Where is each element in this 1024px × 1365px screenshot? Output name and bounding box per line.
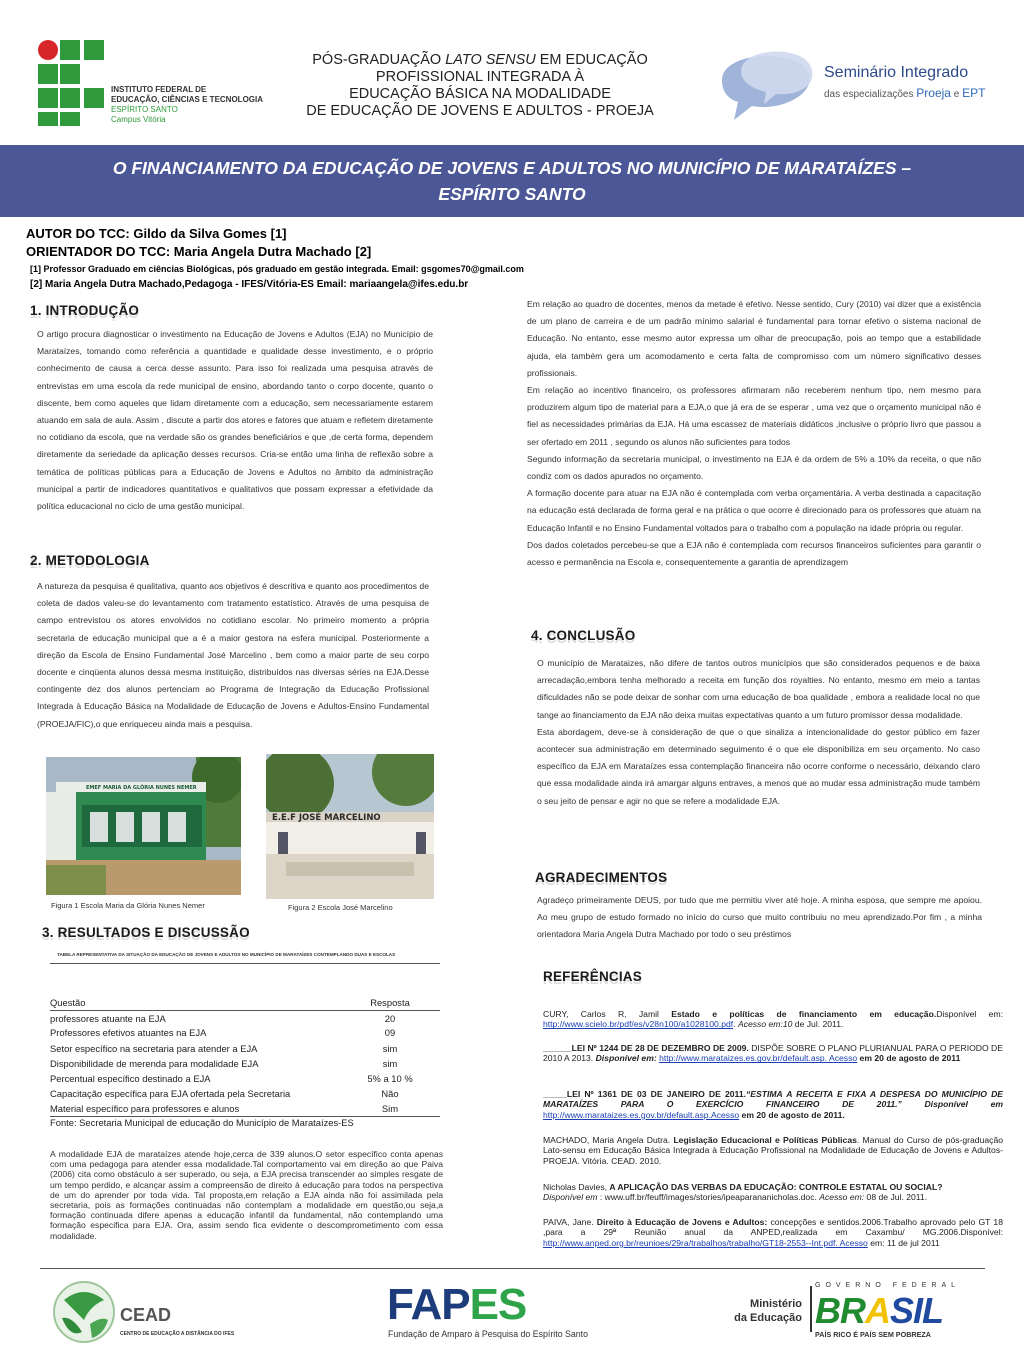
table-row: Setor específico na secretaria para atender a EJA sim [50,1042,398,1054]
table-header-row [50,995,440,1010]
reference-2: ______LEI Nº 1244 DE 28 DE DEZEMBRO DE 2009. DISPÕE SOBRE O PLANO PLURIANUAL PARA O PERIODO DE 2010 A 2013. Disponível em: http://www.marataizes.es.gov.br/default.asp. Acesso em 20 de agosto de 2011 [543,1043,1003,1064]
advisor-note: [2] Maria Angela Dutra Machado,Pedagoga - IFES/Vitória-ES Email: mariaangela@ifes.edu.br [30,279,469,290]
conclusion-heading: 4. CONCLUSÃO [531,628,636,643]
col-answer: Resposta [340,995,440,1010]
figure-2-photo [266,754,434,899]
table-row: Professores efetivos atuantes na EJA 09 [50,1027,396,1039]
institute-name: INSTITUTO FEDERAL DE EDUCAÇÃO, CIÊNCIAS E TECNOLOGIA ESPÍRITO SANTO Campus Vitória [111,85,264,124]
reference-4: MACHADO, Maria Angela Dutra. Legislação Educacional e Políticas Públicas. Manual do Curso de pós-graduação Lato-sensu em Educação Básica Integrada à Educação Profissional na Modalidade de Educação de Jovens e Adultos-PROEJA. Vitória. CEAD. 2010. [543,1135,1004,1166]
reference-1: CURY, Carlos R, Jamil Estado e políticas de financiamento em educação.Disponível em: http://www.scielo.br/pdf/es/v28n100/a1028100.pdf. Acesso em:10 de Jul. 2011. [543,1009,1003,1030]
advisor: ORIENTADOR DO TCC: Maria Angela Dutra Machado [2] [26,244,372,259]
method-heading: 2. METODOLOGIA [30,553,150,568]
results-text: A modalidade EJA de marataízes atende hoje,cerca de 339 alunos.O setor específico conta apenas com uma pedagoga para atender essa modalidade.Tal comportamento vai em direção ao que Paiva (2006) cita como obstáculo a ser superado, ou seja, a EJA precisa transcender ao simples resgate de um tempo perdido, e alcançar assim a compreensão de direito à educação para todos na perspectiva de um do aprender por toda vida. Tal proposta,em relação a EJA ainda não foi assimilada pela secretaria, pois as formações continuadas não contemplam a modalidade em questão,ou seja,a formação continuada difere apenas a educação infantil da fundamental, não contemplando uma formação especifica para EJA. Ora, assim sendo fica evidente o descomprometimento com essa modalidade. [50,1149,443,1241]
figure-1-caption: Figura 1 Escola Maria da Glória Nunes Nemer [51,901,205,910]
governo-federal-label: GOVERNO FEDERAL [815,1282,961,1289]
table-row: Disponibilidade de merenda para modalidade EJA sim [50,1057,398,1069]
brasil-slogan: PAÍS RICO É PAÍS SEM POBREZA [815,1330,931,1339]
footer-rule [40,1268,985,1269]
table-top-rule [50,963,440,964]
col-question: Questão [50,995,340,1010]
results-table [50,995,440,1117]
fapes-logo: FAPES [387,1280,527,1329]
table-row: Capacitação específica para EJA ofertada pela Secretaria Não [50,1088,399,1100]
cead-globe-icon [52,1280,116,1344]
seminario-logo: Seminário Integrado das especializações Proeja e EPT [712,40,1002,130]
fapes-subtitle: Fundação de Amparo à Pesquisa do Espírito Santo [388,1329,589,1339]
thanks-text: Agradeço primeiramente DEUS, por tudo que me permitiu viver até hoje. A minha esposa, que sempre me apoiou. Ao meu grupo de estudo formado no início do curso que muito contribuiu no meu aprendizado.Por fim , a minha orientadora Maria Angela Dutra Machado por todo o seu préstimos [537,895,982,940]
mec-logo: Ministério da Educação [734,1298,802,1324]
reference-5: Nicholas Davies, A APLICAÇÃO DAS VERBAS DA EDUCAÇÃO: CONTROLE ESTATAL OU SOCIAL? Disponível em : www.uff.br/feuff/images/stories/ipeaparananicholas.doc. Acesso em: 08 de Jul. 2011. [543,1182,943,1203]
brasil-logo: BRASIL [815,1290,944,1331]
reference-3: _____LEI Nº 1361 DE 03 DE JANEIRO DE 2011.“ESTIMA A RECEITA E FIXA A DESPESA DO MUNICÍPIO DE MARATAÍZES PARA O EXERCÍCIO FINANCEIRO DE 2011.” Disponível em http://www.marataizes.es.gov.br/default.asp.Acesso em 20 de agosto de 2011. [543,1089,1004,1120]
references-heading: REFERÊNCIAS [543,969,642,984]
figure-1-photo [46,757,241,895]
speech-bubbles-icon [712,40,822,130]
cead-subtitle: CENTRO DE EDUCAÇÃO A DISTÂNCIA DO IFES [120,1331,235,1337]
poster-title: O FINANCIAMENTO DA EDUCAÇÃO DE JOVENS E ADULTOS NO MUNICÍPIO DE MARATAÍZES – ESPÍRITO SANTO [112,158,912,204]
reference-2-link[interactable]: http://www.marataizes.es.gov.br/default.asp. Acesso [659,1053,858,1064]
table-row: Percentual específico destinado a EJA 5% a 10 % [50,1073,413,1085]
reference-3-link[interactable]: http://www.marataizes.es.gov.br/default.asp.Acesso [543,1109,740,1120]
figure-1-sign: EMEF MARIA DA GLÓRIA NUNES NEMER [86,785,197,791]
intro-heading: 1. INTRODUÇÃO [30,303,140,318]
author-note: [1] Professor Graduado em ciências Biológicas, pós graduado em gestão integrada. Email: gsgomes70@gmail.com [30,264,524,274]
table-title: TABELA REPRESENTATIVA DA SITUAÇÃO DA EDUCAÇÃO DE JOVENS E ADULTOS NO MUNICÍPIO DE MARATAÍZES CONTEMPLANDO DUAS E ESCOLAS [57,952,396,957]
table-source: Fonte: Secretaria Municipal de educação do Município de Marataízes-ES [50,1117,354,1128]
if-logo-red-circle [38,40,58,60]
table-row: Material específico para professores e alunos Sim [50,1101,440,1116]
discussion-text: Em relação ao quadro de docentes, menos da metade é efetivo. Nesse sentido, Cury (2010) vai dizer que a existência de um plano de carreira e de um padrão mínimo salarial é fundamental para tornar efetivo o sistema nacional de Educação. No entanto, esse mesmo autor expressa um olhar de preocupação, pois ao tempo que a estabilidade ajuda, ela também gera um acomodamento e certa falta de compromisso com um número significativo desses profissionais. Em relação ao incentivo financeiro, os professores afirmaram não receberem nenhum tipo, nem mesmo para produzirem algum tipo de material para a EJA,o que já era de se esperar , uma vez que o orçamento municipal não é fiel as necessidades primárias da EJA. Há uma escassez de materiais didáticos ,inclusive o próprio livro que passou a ser ofertado em 2011 , segundo os alunos não suficientes para todos Segundo informação da secretaria municipal, o investimento na EJA é da ordem de 5% a 10% da receita, o que não condiz com os dados apurados no orçamento. A formação docente para atuar na EJA não é contemplada com verba orçamentária. A verba destinada a capacitação na educação está declarada de forma geral e na prática o que ocorre é direcionado para os professores que atuam na Educação Infantil e no Ensino Fundamental voltados para o trabalho com a população na idade própria ou regular. Dos dados coletados percebeu-se que a EJA não é contemplada com recursos financeiros suficientes para garantir o acesso e permanência na Escola e, consequentemente a garantia de aprendizagem [527,299,981,568]
mec-divider [810,1286,812,1332]
title-banner [0,145,1024,217]
cead-name: CEAD [120,1305,172,1325]
reference-1-link[interactable]: http://www.scielo.br/pdf/es/v28n100/a1028100.pdf [543,1019,734,1030]
results-heading: 3. RESULTADOS E DISCUSSÃO [42,925,250,940]
cead-logo [52,1280,116,1349]
thanks-heading: AGRADECIMENTOS [535,870,668,885]
table-row: professores atuante na EJA 20 [50,1012,396,1024]
reference-6: PAIVA, Jane. Direito à Educação de Jovens e Adultos: concepções e sentidos.2006.Trabalho aprovado pelo GT 18 ,para a 29ª Reunião anual da ANPED,realizada em Caxambu/ MG.2006.Disponível: http://www.anped.org.br/reunioes/29ra/trabalhos/trabalho/GT18-2553--Int.pdf. Acesso em: 11 de jul 2011 [543,1217,1003,1248]
intro-text: O artigo procura diagnosticar o investimento na Educação de Jovens e Adultos (EJA) no Município de Marataízes, tomando como referência a quantidade e qualidade desse investimento, e o próprio conhecimento de causa a cerca desse assunto. Para isso foi realizada uma pesquisa através de entrevistas em uma escola da rede municipal de ensino, abordando tanto o corpo docente, quanto o discente, bem como aqueles que lidam diretamente com a educação, sem necessariamente estarem atuando em sala de aula. Assim , discute a partir dos atores e fatores que atuam e refletem diretamente no cotidiano da escola, que na verdade são os grandes beneficiários e que ,de certa forma, dependem diretamente da seriedade da aplicação desses recursos. Cria-se então uma linha de reflexão sobre a temática de políticas públicas para a Educação de Jovens e Adultos no âmbito da administração municipal a partir de indicadores quantitativos e qualitativos que possam expressar a efetividade da política educacional no ciclo de uma gestão municipal. [37,329,433,512]
method-text: A natureza da pesquisa é qualitativa, quanto aos objetivos é descritiva e quanto aos procedimentos de coleta de dados valeu-se do levantamento com tratamento estatístico. Através de uma pesquisa de campo entrevistou os atores envolvidos no cotidiano escolar. No primeiro momento a própria secretaria de educação municipal que a é a maior gestora na esfera municipal. Posteriormente a direção da Escola de Ensino Fundamental José Marcelino , bem como a maior parte de seu corpo docente e cinqüenta alunos dessa mesma instituição, distribuídos nas diversas séries na EJA.Desse contingente dez dos alunos pertenciam ao Programa de Integração da Educação Profissional Integrada à Educação Básica na Modalidade de Educação de Jovens e Adultos-Ensino Fundamental (PROEJA/FIC),o que enriqueceu ainda mais a pesquisa. [37,581,429,729]
figure-2-sign: E.E.F JOSÉ MARCELINO [272,813,381,823]
if-logo [36,38,108,128]
reference-6-link[interactable]: http://www.anped.org.br/reunioes/29ra/trabalhos/trabalho/GT18-2553--Int.pdf. Acesso [543,1237,868,1248]
course-title: PÓS-GRADUAÇÃO LATO SENSU EM EDUCAÇÃO PROFISSIONAL INTEGRADA À EDUCAÇÃO BÁSICA NA MODALIDADE DE EDUCAÇÃO DE JOVENS E ADULTOS - PROEJA [306,52,654,119]
conclusion-text: O município de Marataizes, não difere de tantos outros municípios que são considerados pequenos e de baixa arrecadação,embora tenha melhorado a receita em função dos royalties. No entanto, mesmo em meio a tantas dificuldades não se pode deixar de sonhar com uma educação de boa qualidade , embora a realidade local no que tange ao financiamento da EJA não deixa muitas expectativas quanto a um futuro promissor dessa modalidade. Esta abordagem, deve-se à consideração de que o que sinaliza a intencionalidade do gestor público em fazer acontecer sua administração em determinado seguimento é o que ele disponibiliza em seu orçamento. No caso específico da EJA em Marataízes essa contemplação financeira não ocorre conforme o necessário, deixando claro que essa modalidade ainda irá amargar alguns entraves, a menos que ao mudar essa administração mude também o seu jeito de pensar e agir no que se refere a modalidade EJA. [537,658,980,806]
figure-2-caption: Figura 2 Escola José Marcelino [288,903,393,912]
author: AUTOR DO TCC: Gildo da Silva Gomes [1] [26,226,287,241]
